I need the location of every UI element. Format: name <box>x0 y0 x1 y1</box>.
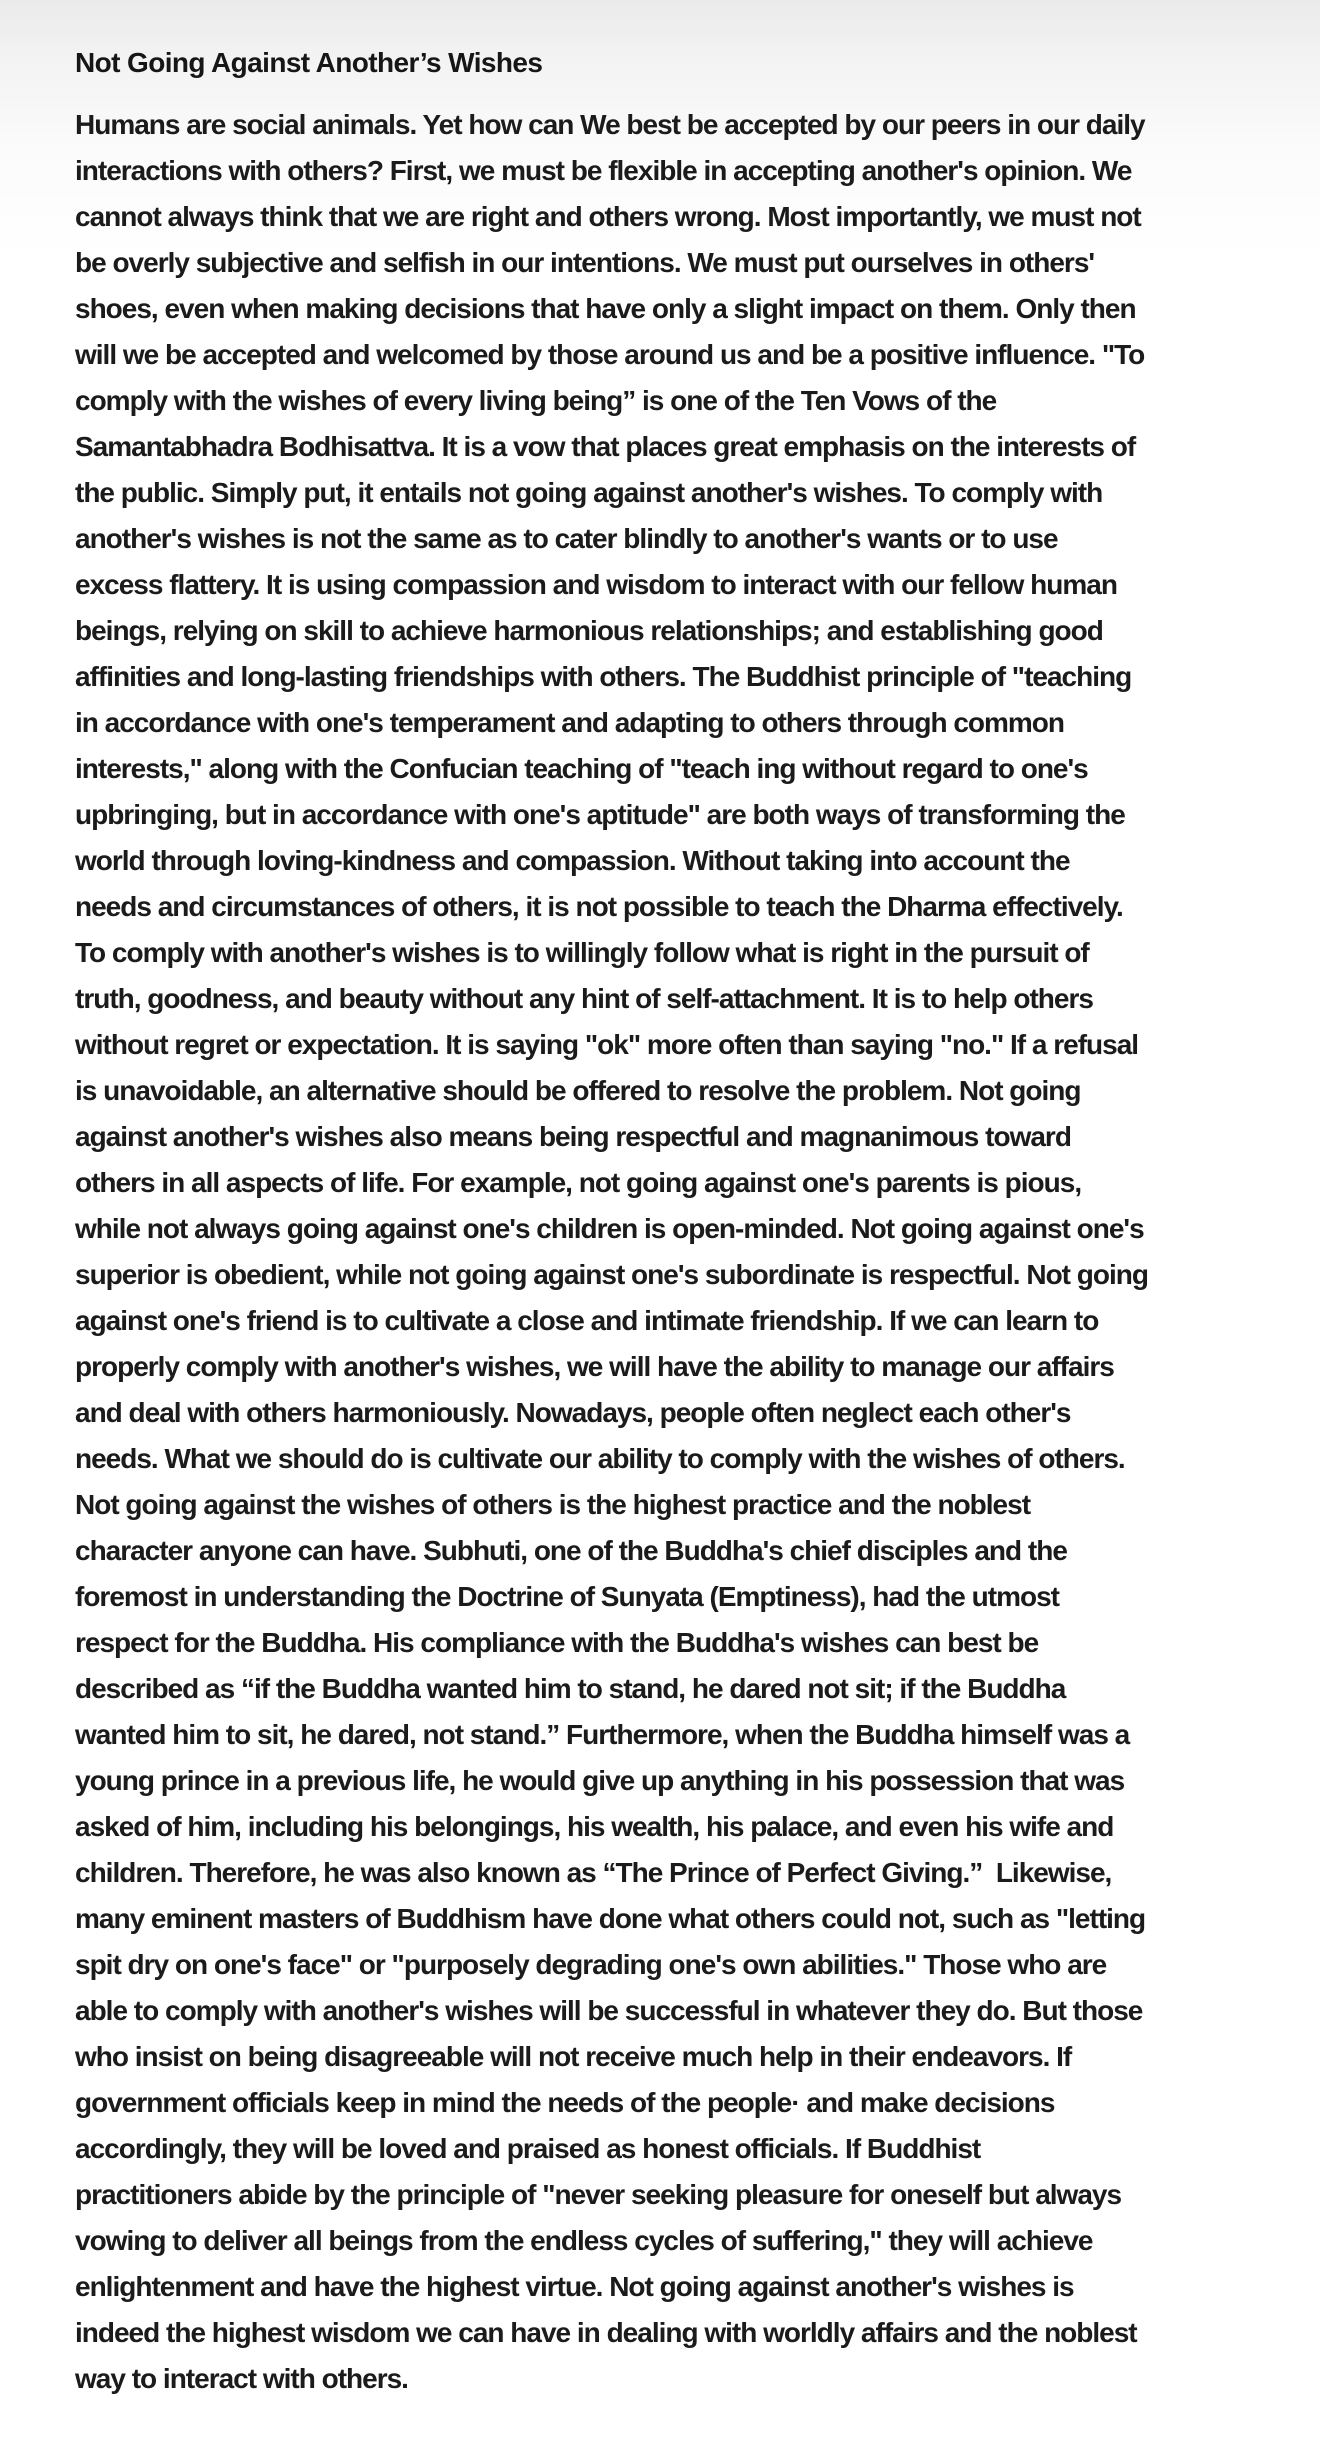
text-line: without regret or expectation. It is saying "ok" more often than saying "no." If a refusal <box>75 1029 1139 1060</box>
text-line: asked of him, including his belongings, his wealth, his palace, and even his wife and <box>75 1811 1114 1842</box>
text-line: superior is obedient, while not going against one's subordinate is respectful. Not going <box>75 1259 1148 1290</box>
text-line: wanted him to sit, he dared, not stand.” Furthermore, when the Buddha himself was a <box>75 1719 1130 1750</box>
text-line: interests," along with the Confucian teaching of "teach ing without regard to one's <box>75 753 1088 784</box>
text-line: respect for the Buddha. His compliance with the Buddha's wishes can best be <box>75 1627 1039 1658</box>
text-line: Samantabhadra Bodhisattva. It is a vow that places great emphasis on the interests of <box>75 431 1136 462</box>
text-line: comply with the wishes of every living being” is one of the Ten Vows of the <box>75 385 997 416</box>
text-line: able to comply with another's wishes will be successful in whatever they do. But those <box>75 1995 1143 2026</box>
text-line: Not going against the wishes of others is the highest practice and the noblest <box>75 1489 1031 1520</box>
text-line: children. Therefore, he was also known as “The Prince of Perfect Giving.” Likewise, <box>75 1857 1112 1888</box>
text-line: world through loving-kindness and compassion. Without taking into account the <box>75 845 1070 876</box>
text-line: affinities and long-lasting friendships with others. The Buddhist principle of "teaching <box>75 661 1132 692</box>
text-line: needs. What we should do is cultivate our ability to comply with the wishes of others. <box>75 1443 1125 1474</box>
text-line: enlightenment and have the highest virtue. Not going against another's wishes is <box>75 2271 1074 2302</box>
text-line: upbringing, but in accordance with one's aptitude" are both ways of transforming the <box>75 799 1125 830</box>
text-line: spit dry on one's face" or "purposely degrading one's own abilities." Those who are <box>75 1949 1107 1980</box>
text-line: while not always going against one's children is open-minded. Not going against one's <box>75 1213 1144 1244</box>
text-line: foremost in understanding the Doctrine of Sunyata (Emptiness), had the utmost <box>75 1581 1059 1612</box>
text-line: against another's wishes also means being respectful and magnanimous toward <box>75 1121 1071 1152</box>
text-line: properly comply with another's wishes, we will have the ability to manage our affairs <box>75 1351 1114 1382</box>
text-line: who insist on being disagreeable will not receive much help in their endeavors. If <box>75 2041 1072 2072</box>
text-line: indeed the highest wisdom we can have in dealing with worldly affairs and the noblest <box>75 2317 1137 2348</box>
text-line: in accordance with one's temperament and adapting to others through common <box>75 707 1065 738</box>
text-line: another's wishes is not the same as to cater blindly to another's wants or to use <box>75 523 1058 554</box>
text-line: To comply with another's wishes is to willingly follow what is right in the pursuit of <box>75 937 1089 968</box>
article-body <box>75 102 1265 2402</box>
text-line: described as “if the Buddha wanted him to stand, he dared not sit; if the Buddha <box>75 1673 1066 1704</box>
text-line: many eminent masters of Buddhism have done what others could not, such as "letting <box>75 1903 1146 1934</box>
text-line: Humans are social animals. Yet how can We best be accepted by our peers in our daily <box>75 109 1145 140</box>
text-line: others in all aspects of life. For example, not going against one's parents is pious, <box>75 1167 1082 1198</box>
text-line: young prince in a previous life, he would give up anything in his possession that was <box>75 1765 1125 1796</box>
text-line: cannot always think that we are right and others wrong. Most importantly, we must not <box>75 201 1141 232</box>
text-line: be overly subjective and selfish in our intentions. We must put ourselves in others' <box>75 247 1095 278</box>
text-line: practitioners abide by the principle of "never seeking pleasure for oneself but always <box>75 2179 1122 2210</box>
article-title: Not Going Against Another’s Wishes <box>75 47 543 78</box>
text-line: needs and circumstances of others, it is not possible to teach the Dharma effectively. <box>75 891 1123 922</box>
text-line: against one's friend is to cultivate a close and intimate friendship. If we can learn to <box>75 1305 1099 1336</box>
text-line: and deal with others harmoniously. Nowadays, people often neglect each other's <box>75 1397 1071 1428</box>
text-line: interactions with others? First, we must be flexible in accepting another's opinion. We <box>75 155 1132 186</box>
text-line: way to interact with others. <box>75 2363 408 2394</box>
text-line: truth, goodness, and beauty without any hint of self-attachment. It is to help others <box>75 983 1093 1014</box>
text-line: excess flattery. It is using compassion and wisdom to interact with our fellow human <box>75 569 1117 600</box>
text-line: beings, relying on skill to achieve harmonious relationships; and establishing good <box>75 615 1103 646</box>
text-line: character anyone can have. Subhuti, one of the Buddha's chief disciples and the <box>75 1535 1067 1566</box>
text-line: the public. Simply put, it entails not going against another's wishes. To comply with <box>75 477 1103 508</box>
text-line: government officials keep in mind the needs of the people· and make decisions <box>75 2087 1055 2118</box>
text-line: is unavoidable, an alternative should be offered to resolve the problem. Not going <box>75 1075 1081 1106</box>
text-line: will we be accepted and welcomed by those around us and be a positive influence. "To <box>75 339 1145 370</box>
text-line: vowing to deliver all beings from the endless cycles of suffering," they will achieve <box>75 2225 1093 2256</box>
text-line: accordingly, they will be loved and praised as honest officials. If Buddhist <box>75 2133 981 2164</box>
text-line: shoes, even when making decisions that have only a slight impact on them. Only then <box>75 293 1136 324</box>
